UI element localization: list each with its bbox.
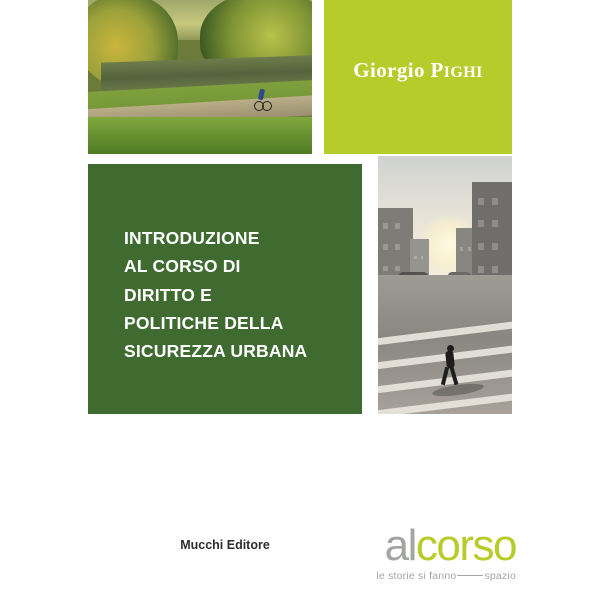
title-line: DIRITTO E [124, 284, 213, 305]
park-grass [88, 117, 312, 154]
logo-tagline-rule [457, 575, 483, 576]
cyclist-body [258, 89, 265, 101]
logo-word-al: al [384, 521, 416, 570]
logo-wordmark [320, 521, 516, 570]
park-cyclist-photo [88, 0, 312, 154]
logo-tagline-before: le storie si fanno [376, 570, 457, 582]
author-first-name: Giorgio [353, 58, 425, 82]
logo-word-corso: corso [415, 521, 516, 570]
publisher-name: Mucchi Editore [180, 538, 270, 552]
author-panel [324, 0, 512, 154]
author-last-rest: IGHI [443, 64, 483, 81]
pedestrian-leg [441, 367, 449, 385]
alcorso-logo [320, 521, 516, 586]
cyclist-figure [254, 89, 270, 111]
title-line: INTRODUZIONE [124, 228, 260, 248]
logo-tagline-after: spazio [484, 570, 516, 582]
logo-tagline [320, 570, 516, 582]
author-name [324, 58, 512, 83]
book-title [124, 224, 346, 366]
pedestrian-torso [445, 350, 455, 368]
street-road [378, 275, 512, 414]
pedestrian-figure [440, 345, 460, 385]
title-line: POLITICHE DELLA [124, 313, 284, 334]
title-line: AL CORSO DI [124, 256, 241, 277]
pedestrian-leg [449, 367, 458, 385]
author-last-name [431, 58, 483, 82]
street-pedestrian-photo [378, 156, 512, 414]
title-line: SICUREZZA URBANA [124, 341, 308, 362]
author-last-initial: P [430, 58, 444, 82]
crosswalk-stripe [378, 318, 512, 346]
title-block [88, 164, 362, 414]
